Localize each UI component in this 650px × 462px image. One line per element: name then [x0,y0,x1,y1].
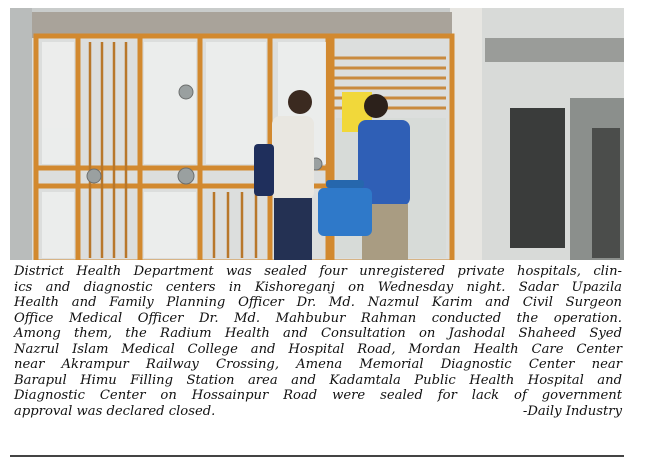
caption-line: ics and diagnostic centers in Kishoreganj on Wednesday night. Sadar Upazila [14,279,622,295]
caption-line: Among them, the Radium Health and Consultation on Jashodal Shaheed Syed [14,326,622,341]
caption-line: Nazrul Islam Medical College and Hospital Road, Mordan Health Care Center [14,341,622,357]
caption-closing-text: approval was declared closed. [14,403,216,419]
source-credit: -Daily Industry [522,403,622,419]
caption-line: Diagnostic Center on Hossainpur Road were sealed for lack of government [14,388,622,403]
bottom-divider [10,455,624,457]
caption-line: District Health Department was sealed four unregistered private hospitals, clin- [14,264,622,279]
photo-illustration [10,8,624,260]
news-clipping [10,8,624,456]
news-photo [10,8,624,260]
caption-line: near Akrampur Railway Crossing, Amena Memorial Diagnostic Center near [14,357,622,372]
caption-line: Office Medical Officer Dr. Md. Mahbubur Rahman conducted the operation. [14,310,622,326]
caption-line: Barapul Himu Filling Station area and Kadamtala Public Health Hospital and [14,372,622,388]
photo-caption [14,264,622,419]
caption-line: Health and Family Planning Officer Dr. Md. Nazmul Karim and Civil Surgeon [14,295,622,310]
caption-last-line [14,404,622,420]
